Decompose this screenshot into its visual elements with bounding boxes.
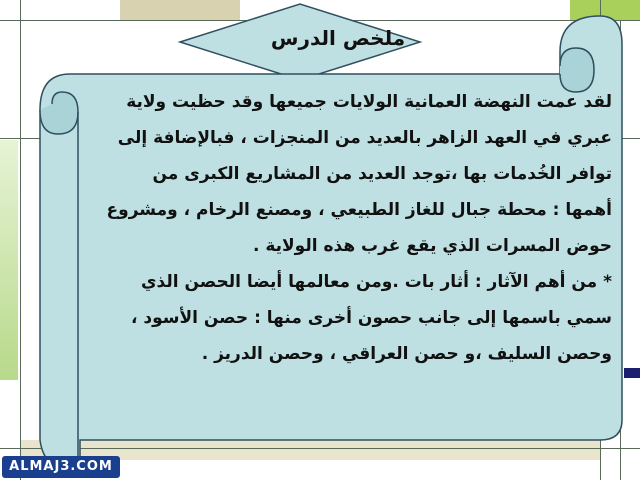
summary-line: عبري في العهد الزاهر بالعديد من المنجزات ، فبالإضافة إلى	[117, 128, 612, 148]
summary-line: * من أهم الآثار : أثار بات .ومن معالمها أيضا الحصن الذي	[140, 272, 612, 292]
summary-paragraph	[96, 84, 612, 372]
summary-line: توافر الخُدمات بها ،توجد العديد من المشاريع الكبرى من	[152, 164, 612, 184]
summary-line: لقد عمت النهضة العمانية الولايات جميعها وقد حظيت ولاية	[126, 92, 612, 112]
summary-line: سمي باسمها إلى جانب حصون أخرى منها : حصن الأسود ،	[130, 308, 612, 328]
summary-line: وحصن السليف ،و حصن العراقي ، وحصن الدريز .	[201, 344, 612, 364]
site-watermark: ALMAJ3.COM	[2, 456, 120, 478]
page-title: ملخص الدرس	[270, 26, 406, 50]
summary-line: أهمها : محطة جبال للغاز الطبيعي ، ومصنع الرخام ، ومشروع	[106, 200, 612, 220]
summary-line: حوض المسرات الذي يقع غرب هذه الولاية .	[252, 236, 612, 256]
